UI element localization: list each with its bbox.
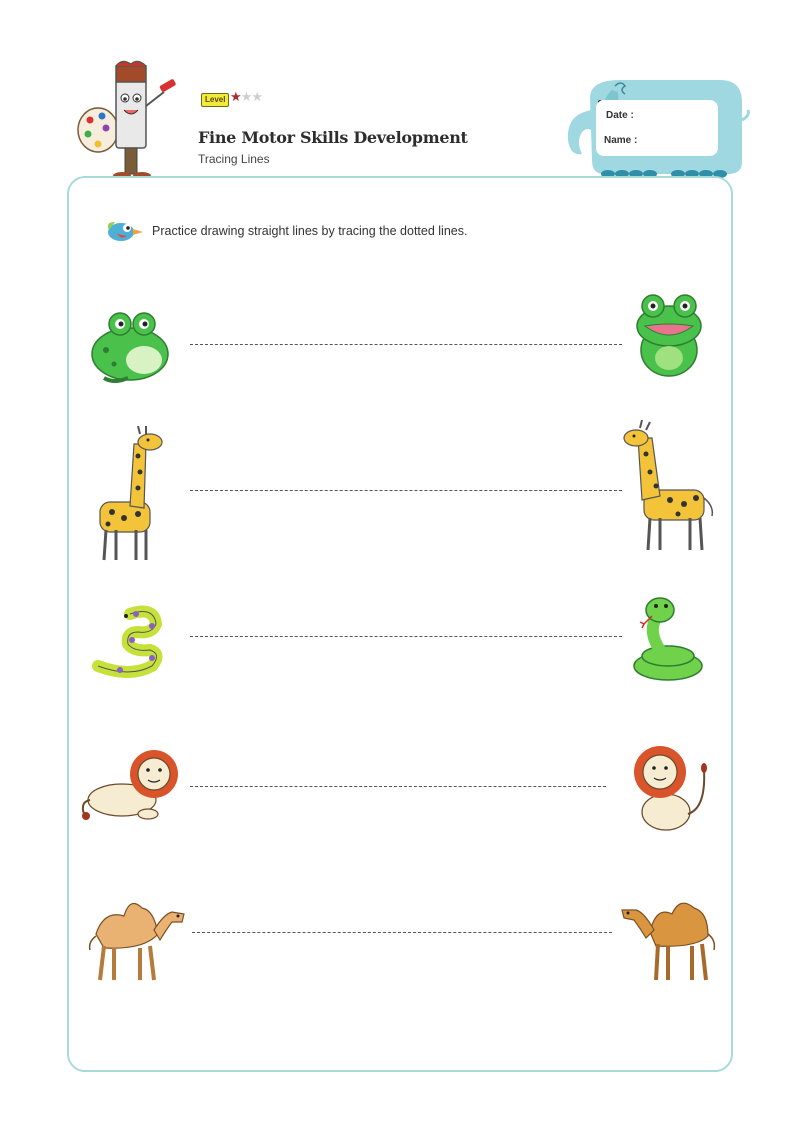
- giraffe-icon: [94, 426, 166, 564]
- worksheet-subtitle: Tracing Lines: [198, 152, 270, 166]
- tracing-line[interactable]: [190, 490, 622, 491]
- frog-icon: [84, 306, 174, 386]
- snake-icon: [626, 592, 708, 686]
- bird-icon: [103, 216, 145, 244]
- elephant-name-card-icon: [560, 70, 750, 182]
- tracing-line[interactable]: [192, 932, 612, 933]
- name-label: Name :: [604, 135, 638, 146]
- instruction-text: Practice drawing straight lines by tracing the dotted lines.: [152, 224, 468, 238]
- frog-icon: [633, 292, 705, 380]
- tracing-line[interactable]: [190, 636, 622, 637]
- snake-icon: [90, 604, 172, 678]
- level-stars: [230, 90, 262, 105]
- tracing-line[interactable]: [190, 344, 622, 345]
- camel-icon: [84, 890, 192, 986]
- paintbrush-mascot-icon: [72, 58, 184, 182]
- giraffe-icon: [620, 420, 716, 554]
- lion-icon: [628, 742, 712, 834]
- date-label: Date :: [606, 110, 634, 121]
- star-empty-icon: ★: [240, 90, 252, 105]
- tracing-line[interactable]: [190, 786, 606, 787]
- star-filled-icon: ★: [230, 90, 241, 105]
- level-badge: Level: [201, 93, 229, 107]
- camel-icon: [616, 886, 720, 984]
- lion-icon: [78, 744, 188, 824]
- worksheet-title: Fine Motor Skills Development: [198, 128, 468, 147]
- star-empty-icon: ★: [251, 90, 262, 105]
